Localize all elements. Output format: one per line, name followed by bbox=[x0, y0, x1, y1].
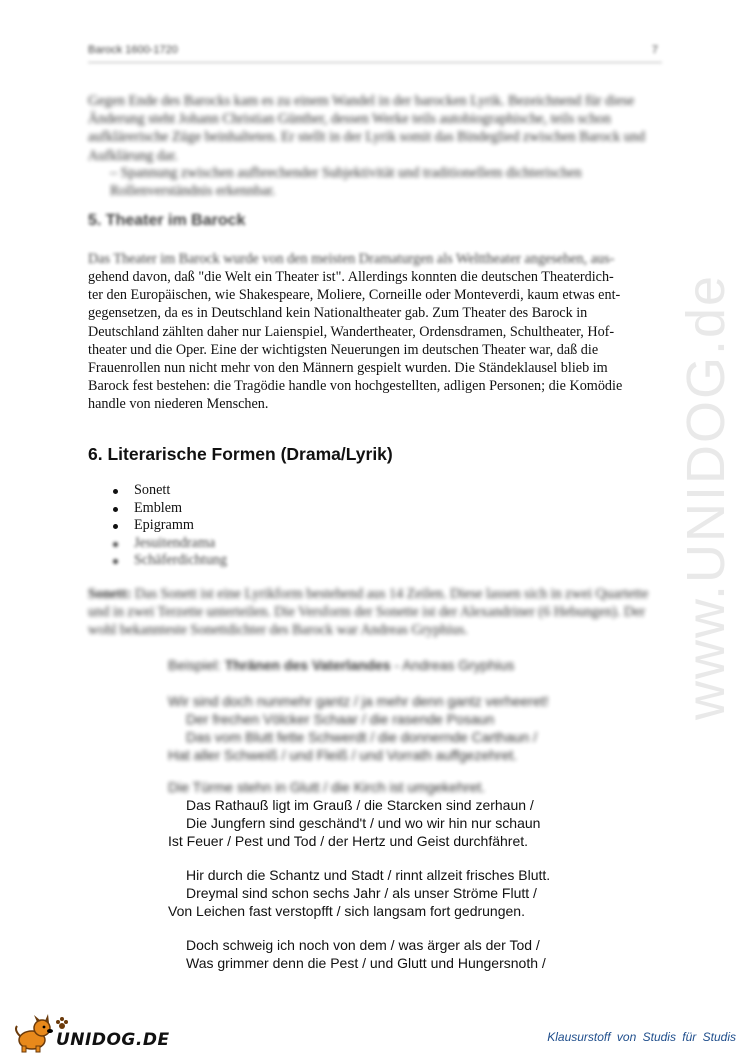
section6-heading: 6. Literarische Formen (Drama/Lyrik) bbox=[88, 444, 393, 464]
forms-list bbox=[110, 482, 227, 570]
unidog-logo[interactable] bbox=[10, 1014, 180, 1054]
poem-line: Der frechen Völcker Schaar / die rasende Posaun bbox=[186, 711, 495, 727]
poem-line: Wir sind doch nunmehr gantz / ja mehr denn gantz verheeret! bbox=[168, 693, 549, 709]
poem-line: Doch schweig ich noch von dem / was ärger als der Tod / bbox=[186, 937, 540, 953]
list-item: Epigramm bbox=[110, 517, 227, 535]
poem-line: Die Jungfern sind geschänd't / und wo wir hin nur schaun bbox=[186, 815, 541, 831]
poem-title: Thränen des Vaterlandes bbox=[224, 657, 391, 673]
bullet-icon bbox=[113, 507, 118, 512]
bullet-icon bbox=[113, 559, 118, 564]
poem-author: - Andreas Gryphius bbox=[394, 657, 515, 673]
bullet-icon bbox=[113, 542, 118, 547]
poem-line: Dreymal sind schon sechs Jahr / als unser Ströme Flutt / bbox=[186, 885, 537, 901]
sonett-label: Sonett: bbox=[88, 586, 132, 602]
bullet-icon bbox=[113, 489, 118, 494]
section5-line: Barock fest bestehen: die Tragödie handle von hochgestellten, adligen Personen; die Komödie bbox=[88, 378, 623, 395]
footer-tagline: Klausurstoff von Studis für Studis bbox=[547, 1030, 736, 1044]
logo-text: UNIDOG.DE bbox=[56, 1030, 170, 1050]
watermark: www.UNIDOG.de bbox=[676, 273, 736, 720]
poem-line: Das vom Blutt fette Schwerdt / die donnernde Carthaun / bbox=[186, 729, 537, 745]
section5-line: gegensetzen, da es in Deutschland kein Nationaltheater gab. Zum Theater des Barock in bbox=[88, 305, 588, 322]
poem-example-title bbox=[168, 656, 514, 674]
sonett-description bbox=[88, 585, 654, 640]
poem-line: Ist Feuer / Pest und Tod / der Hertz und Geist durchfähret. bbox=[168, 833, 529, 849]
poem-example-prefix: Beispiel: bbox=[168, 657, 221, 673]
list-item: Sonett bbox=[110, 482, 227, 500]
poem-line: Die Türme stehn in Glutt / die Kirch ist umgekehret. bbox=[168, 779, 486, 795]
section5-line: gehend davon, daß "die Welt ein Theater ist". Allerdings konnten die deutschen Theaterdich- bbox=[88, 269, 614, 285]
section5-heading: 5. Theater im Barock bbox=[88, 212, 246, 229]
sonett-text: Das Sonett ist eine Lyrikform bestehend aus 14 Zeilen. Diese lassen sich in zwei Quartette und in zwei Terzette unterteilen. Die Versform der Sonette ist der Alexandriner (6 Hebungen). Der wohl bekannteste Sonettdichter des Barock war Andreas Gryphius. bbox=[88, 586, 649, 639]
intro-bullet: – Spannung zwischen aufbrechender Subjektivität und traditionellem dichterischen Rollenverständnis erkennbar. bbox=[110, 165, 582, 200]
poem-line: Was grimmer denn die Pest / und Glutt und Hungersnoth / bbox=[186, 955, 546, 971]
poem-line: Das Rathauß ligt im Grauß / die Starcken sind zerhaun / bbox=[186, 797, 534, 813]
bullet-icon bbox=[113, 524, 118, 529]
section5-line: handle von niederen Menschen. bbox=[88, 396, 269, 413]
section5-body bbox=[88, 250, 654, 414]
page-number: 7 bbox=[651, 44, 658, 56]
list-item: Emblem bbox=[110, 500, 227, 518]
section5-line: Frauenrollen nun nicht mehr von den Männern gespielt wurden. Die Ständeklausel blieb im bbox=[88, 360, 608, 377]
poem-line: Hat aller Schweiß / und Fleiß / und Vorrath auffgezehret. bbox=[168, 747, 518, 763]
list-item: Jesuitendrama bbox=[110, 535, 227, 553]
section5-line: Deutschland zählten daher nur Laienspiel, Wandertheater, Ordensdramen, Schultheater, Hof- bbox=[88, 323, 615, 340]
poem-line: Hir durch die Schantz und Stadt / rinnt allzeit frisches Blutt. bbox=[186, 867, 551, 883]
section5-line: ter den Europäischen, wie Shakespeare, Moliere, Corneille oder Monteverdi, kaum etwas ent- bbox=[88, 287, 621, 304]
section5-line: theater und die Oper. Eine der wichtigsten Neuerungen im deutschen Theater war, daß die bbox=[88, 341, 599, 358]
list-item: Schäferdichtung bbox=[110, 552, 227, 570]
section5-blurred-line: Das Theater im Barock wurde von den meisten Dramaturgen als Welttheater angesehen, aus- bbox=[88, 251, 615, 267]
intro-paragraph: Gegen Ende des Barocks kam es zu einem Wandel in der barocken Lyrik. Bezeichnend für diese Änderung steht Johann Christian Günther, dessen Werke teils autobiographische, teils schon aufklärerische Züge beinhalteten. Er stellt in der Lyrik somit das Bindeglied zwischen Barock und Aufklärung dar. bbox=[88, 93, 646, 164]
page-header bbox=[88, 40, 662, 63]
header-title: Barock 1600-1720 bbox=[88, 44, 178, 56]
poem-line: Von Leichen fast verstopfft / sich langsam fort gedrungen. bbox=[168, 903, 525, 919]
